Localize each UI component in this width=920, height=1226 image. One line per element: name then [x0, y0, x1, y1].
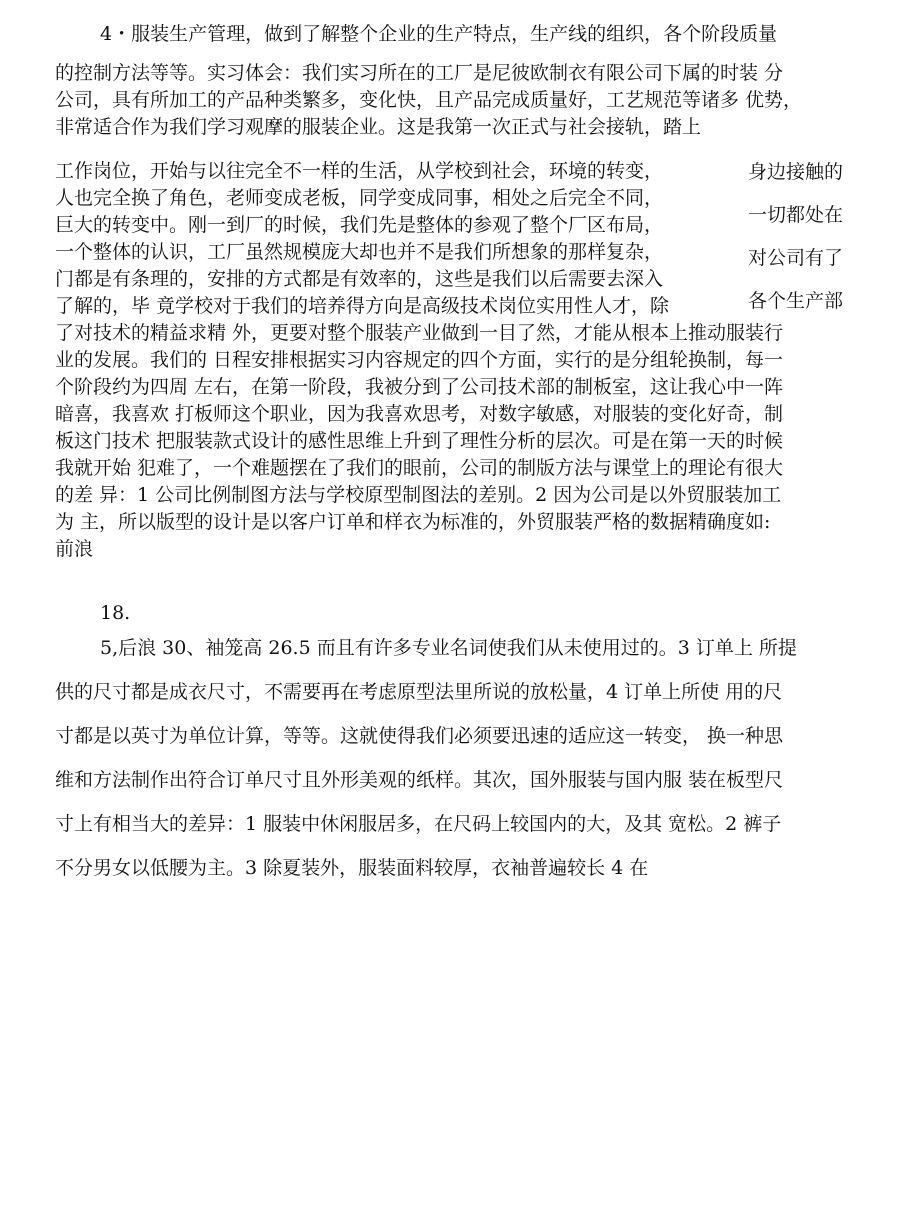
- text-line: 工作岗位，开始与以往完全不一样的生活，从学校到社会，环境的转变，: [55, 160, 664, 182]
- side-note: 一切都处在: [748, 204, 844, 226]
- text-line: 维和方法制作出符合订单尺寸且外形美观的纸样。其次，国外服装与国内服 装在板型尺: [55, 769, 784, 791]
- text-line: 人也完全换了角色，老师变成老板，同学变成同事，相处之后完全不同，: [55, 187, 664, 209]
- text-line: 的控制方法等等。实习体会：我们实习所在的工厂是尼彼欧制衣有限公司下属的时装 分: [55, 62, 784, 84]
- page-number: 18.: [100, 602, 131, 624]
- text-line: 不分男女以低腰为主。3 除夏装外，服装面料较厚，衣袖普遍较长 4 在: [55, 857, 649, 879]
- side-note: 各个生产部: [748, 290, 844, 312]
- text-line: 公司，具有所加工的产品种类繁多，变化快，且产品完成质量好，工艺规范等诸多 优势，: [55, 89, 803, 111]
- main-paragraph: [55, 158, 783, 563]
- text-line: 个阶段约为四周 左右，在第一阶段，我被分到了公司技术部的制板室，这让我心中一阵: [55, 376, 784, 398]
- text-line: 巨大的转变中。刚一到厂的时候，我们先是整体的参观了整个厂区布局，: [55, 214, 664, 236]
- text-line: 暗喜，我喜欢 打板师这个职业，因为我喜欢思考，对数字敏感，对服装的变化好奇，制: [55, 403, 784, 425]
- text-line: 前浪: [55, 538, 94, 560]
- text-line: 一个整体的认识，工厂虽然规模庞大却也并不是我们所想象的那样复杂，: [55, 241, 664, 263]
- text-line: 为 主，所以版型的设计是以客户订单和样衣为标准的，外贸服装严格的数据精确度如:: [55, 511, 771, 533]
- text-line: 我就开始 犯难了，一个难题摆在了我们的眼前，公司的制版方法与课堂上的理论有很大: [55, 457, 784, 479]
- text-line: 供的尺寸都是成衣尺寸，不需要再在考虑原型法里所说的放松量，4 订单上所使 用的尺: [55, 681, 783, 703]
- text-line: 了对技术的精益求精 外，更要对整个服装产业做到一目了然，才能从根本上推动服装行: [55, 322, 784, 344]
- text-line: 门都是有条理的，安排的方式都是有效率的，这些是我们以后需要去深入: [55, 268, 664, 290]
- text-line: 的差 异：1 公司比例制图方法与学校原型制图法的差别。2 因为公司是以外贸服装加工: [55, 484, 782, 506]
- text-line: 寸上有相当大的差异：1 服装中休闲服居多，在尺码上较国内的大，及其 宽松。2 裤子: [55, 813, 782, 835]
- paragraph-3: [55, 626, 797, 890]
- text-line: 业的发展。我们的 日程安排根据实习内容规定的四个方面，实行的是分组轮换制，每一: [55, 349, 784, 371]
- text-line: 寸都是以英寸为单位计算，等等。这就使得我们必须要迅速的适应这一转变， 换一种思: [55, 725, 784, 747]
- first-line: 4・服装生产管理，做到了解整个企业的生产特点，生产线的组织，各个阶段质量: [100, 23, 778, 45]
- text-line: 5,后浪 30、袖笼高 26.5 而且有许多专业名词使我们从未使用过的。3 订单上 所提: [100, 637, 797, 659]
- paragraph-2: [55, 60, 802, 141]
- text-line: 板这门技术 把服装款式设计的感性思维上升到了理性分析的层次。可是在第一天的时候: [55, 430, 784, 452]
- side-note: 对公司有了: [748, 247, 844, 269]
- side-note: 身边接触的: [748, 161, 844, 183]
- text-line: 了解的，毕 竟学校对于我们的培养得方向是高级技术岗位实用性人才，除: [55, 295, 670, 317]
- text-line: 非常适合作为我们学习观摩的服装企业。这是我第一次正式与社会接轨，踏上: [55, 116, 702, 138]
